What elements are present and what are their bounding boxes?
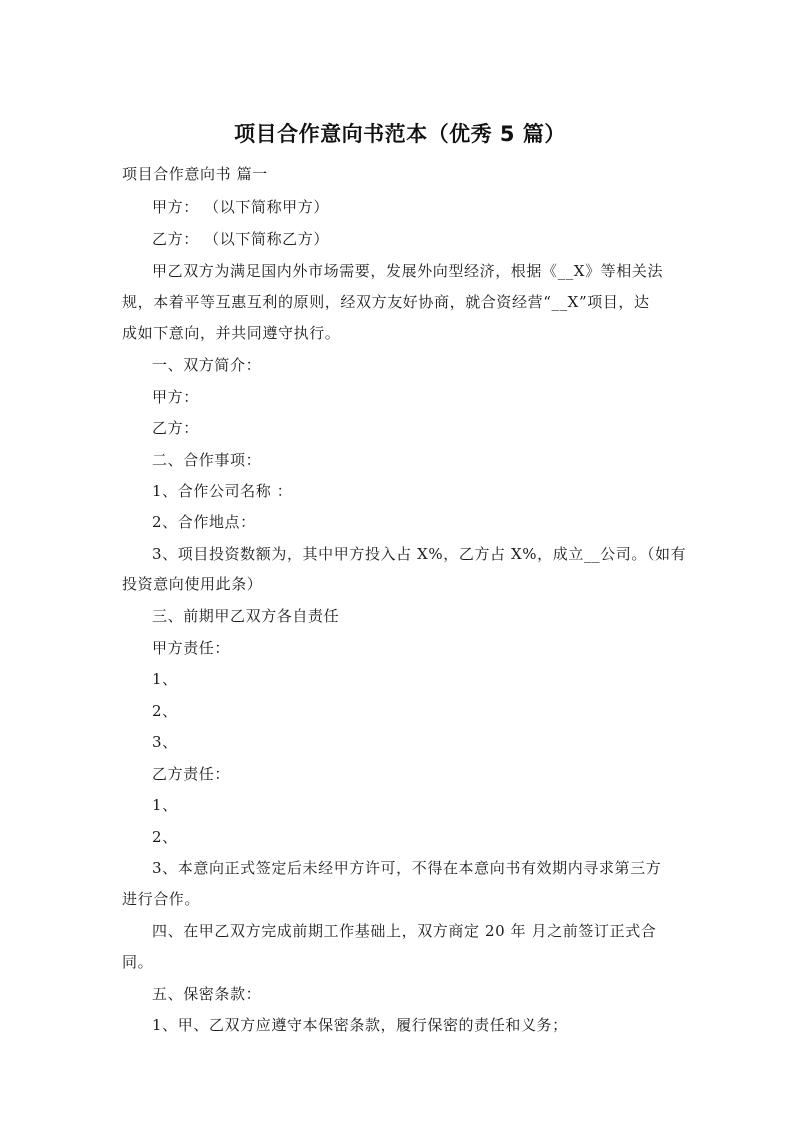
paragraph-line: 同。 (122, 953, 154, 971)
paragraph-line: 3、 (152, 733, 178, 751)
paragraph-line: 一、双方简介： (152, 356, 262, 374)
paragraph-line: 二、合作事项： (152, 451, 262, 469)
paragraph-line: 1、 (152, 670, 178, 688)
page-title: 项目合作意向书范本（优秀 5 篇） (234, 122, 566, 146)
paragraph-line: 规，本着平等互惠互利的原则，经双方友好协商，就合资经营“__X”项目，达 (122, 293, 650, 311)
paragraph-line: 乙方： （以下简称乙方） (152, 230, 329, 248)
section-heading: 项目合作意向书 篇一 (122, 165, 268, 183)
paragraph-line: 1、 (152, 796, 178, 814)
paragraph-line: 四、在甲乙双方完成前期工作基础上，双方商定 20 年 月之前签订正式合 (152, 922, 657, 940)
paragraph-line: 2、合作地点： (152, 513, 256, 531)
paragraph-line: 乙方责任： (152, 765, 231, 783)
paragraph-line: 进行合作。 (122, 890, 201, 908)
paragraph-line: 1、甲、乙双方应遵守本保密条款，履行保密的责任和义务； (152, 1016, 568, 1034)
paragraph-line: 甲方： （以下简称甲方） (152, 198, 329, 216)
paragraph-line: 甲方责任： (152, 639, 231, 657)
paragraph-line: 三、前期甲乙双方各自责任 (152, 607, 340, 625)
paragraph-line: 投资意向使用此条） (122, 575, 263, 593)
paragraph-line: 甲乙双方为满足国内外市场需要，发展外向型经济，根据《__X》等相关法 (152, 262, 664, 280)
paragraph-line: 甲方： (152, 388, 199, 406)
paragraph-line: 3、本意向正式签定后未经甲方许可，不得在本意向书有效期内寻求第三方 (152, 859, 662, 877)
paragraph-line: 1、合作公司名称 ： (152, 482, 293, 500)
paragraph-line: 2、 (152, 702, 178, 720)
paragraph-line: 五、保密条款： (152, 985, 262, 1003)
paragraph-line: 乙方： (152, 419, 199, 437)
paragraph-line: 成如下意向，并共同遵守执行。 (122, 324, 341, 342)
paragraph-line: 3、项目投资数额为，其中甲方投入占 X%，乙方占 X%，成立__公司。（如有 (152, 545, 687, 563)
paragraph-line: 2、 (152, 828, 178, 846)
